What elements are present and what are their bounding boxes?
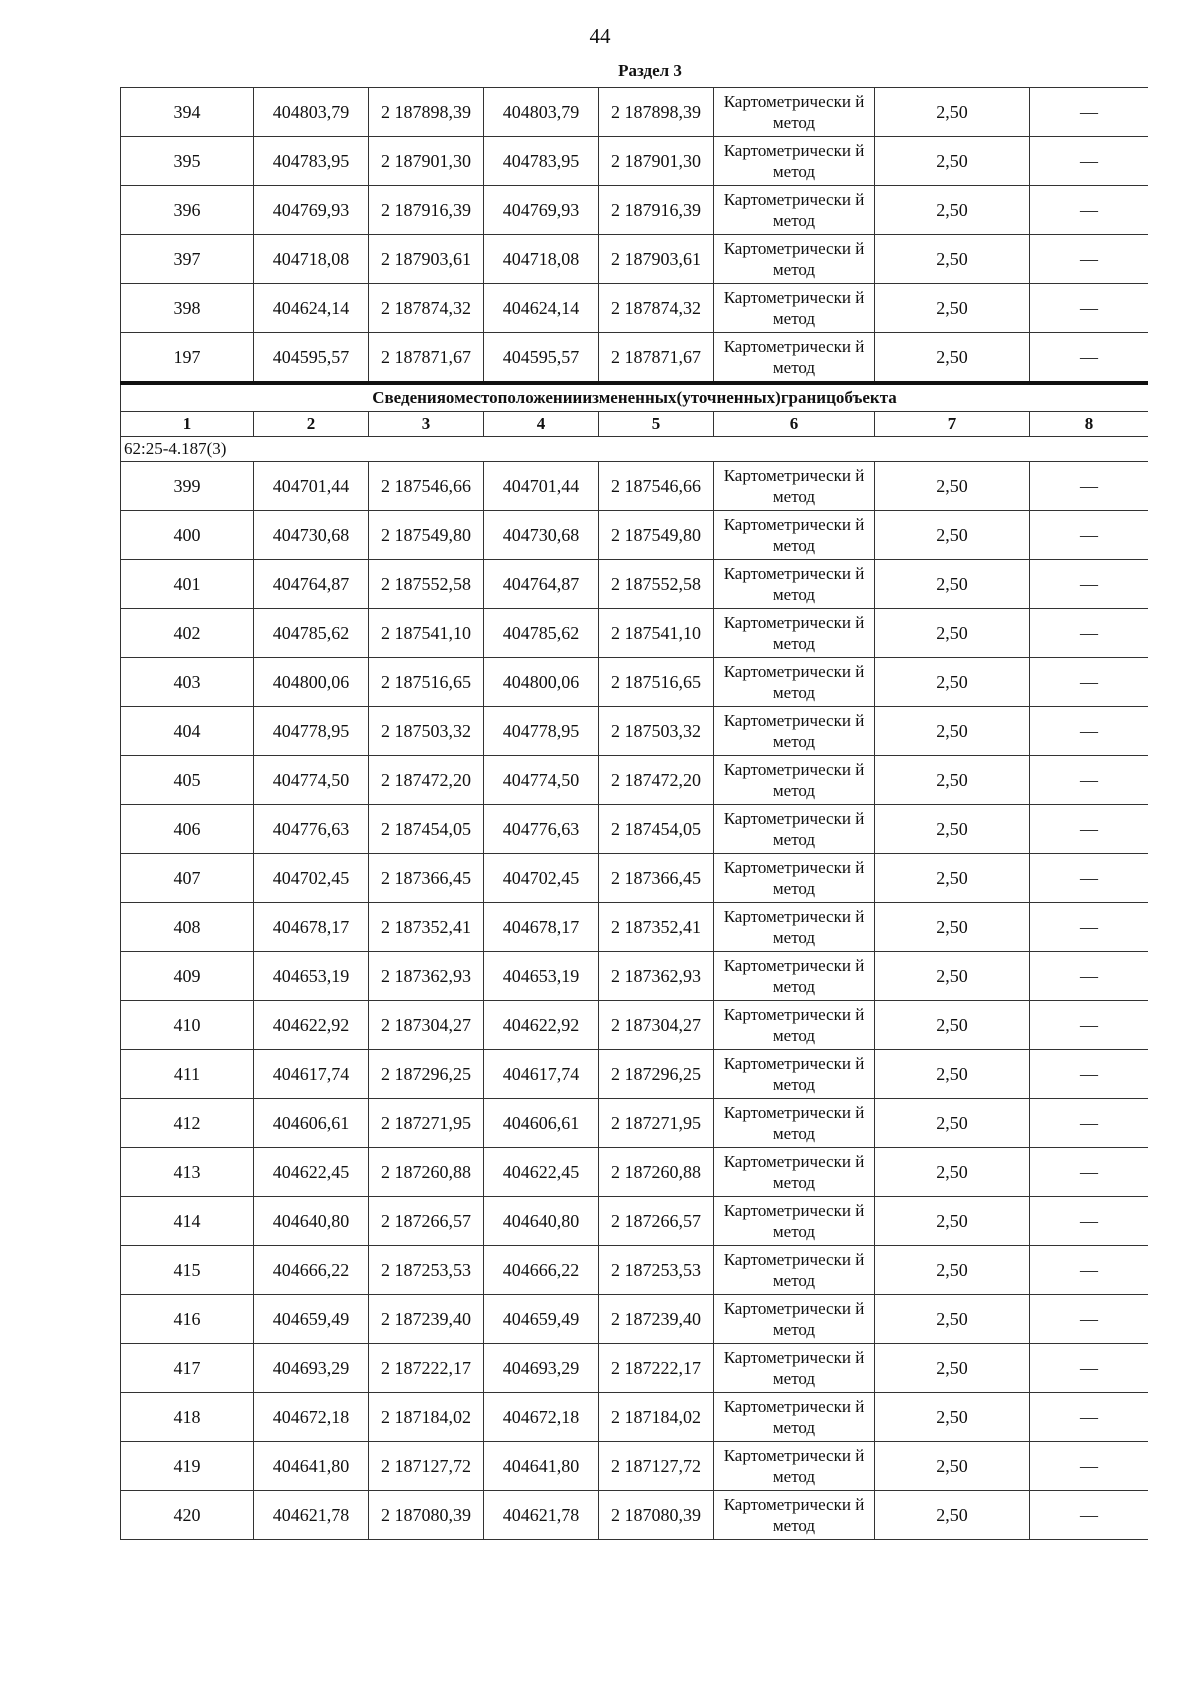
x-new-cell: 404730,68 bbox=[484, 511, 599, 560]
method-cell: Картометрически й метод bbox=[714, 658, 875, 707]
table-row bbox=[121, 1491, 1149, 1540]
point-number-cell: 397 bbox=[121, 235, 254, 284]
x-new-cell: 404641,80 bbox=[484, 1442, 599, 1491]
y-new-cell: 2 187253,53 bbox=[599, 1246, 714, 1295]
y-new-cell: 2 187239,40 bbox=[599, 1295, 714, 1344]
y-new-cell: 2 187304,27 bbox=[599, 1001, 714, 1050]
accuracy-cell: 2,50 bbox=[875, 1246, 1030, 1295]
x-existing-cell: 404678,17 bbox=[254, 903, 369, 952]
y-existing-cell: 2 187080,39 bbox=[369, 1491, 484, 1540]
description-cell: — bbox=[1030, 1001, 1149, 1050]
x-existing-cell: 404622,45 bbox=[254, 1148, 369, 1197]
x-new-cell: 404606,61 bbox=[484, 1099, 599, 1148]
point-number-cell: 406 bbox=[121, 805, 254, 854]
y-existing-cell: 2 187541,10 bbox=[369, 609, 484, 658]
table-row bbox=[121, 707, 1149, 756]
description-cell: — bbox=[1030, 756, 1149, 805]
accuracy-cell: 2,50 bbox=[875, 1148, 1030, 1197]
description-cell: — bbox=[1030, 333, 1149, 384]
table-row bbox=[121, 854, 1149, 903]
description-cell: — bbox=[1030, 609, 1149, 658]
x-existing-cell: 404701,44 bbox=[254, 462, 369, 511]
x-new-cell: 404621,78 bbox=[484, 1491, 599, 1540]
x-new-cell: 404678,17 bbox=[484, 903, 599, 952]
section-title: Раздел 3 bbox=[618, 61, 682, 80]
table-row bbox=[121, 903, 1149, 952]
table-row bbox=[121, 1442, 1149, 1491]
y-existing-cell: 2 187362,93 bbox=[369, 952, 484, 1001]
point-number-cell: 407 bbox=[121, 854, 254, 903]
accuracy-cell: 2,50 bbox=[875, 137, 1030, 186]
x-existing-cell: 404769,93 bbox=[254, 186, 369, 235]
x-new-cell: 404803,79 bbox=[484, 88, 599, 137]
point-number-cell: 415 bbox=[121, 1246, 254, 1295]
method-cell: Картометрически й метод bbox=[714, 186, 875, 235]
method-cell: Картометрически й метод bbox=[714, 756, 875, 805]
description-cell: — bbox=[1030, 1491, 1149, 1540]
method-cell: Картометрически й метод bbox=[714, 854, 875, 903]
y-new-cell: 2 187503,32 bbox=[599, 707, 714, 756]
description-cell: — bbox=[1030, 1246, 1149, 1295]
accuracy-cell: 2,50 bbox=[875, 1050, 1030, 1099]
y-existing-cell: 2 187546,66 bbox=[369, 462, 484, 511]
y-new-cell: 2 187266,57 bbox=[599, 1197, 714, 1246]
accuracy-cell: 2,50 bbox=[875, 284, 1030, 333]
method-cell: Картометрически й метод bbox=[714, 1295, 875, 1344]
method-cell: Картометрически й метод bbox=[714, 1001, 875, 1050]
y-existing-cell: 2 187260,88 bbox=[369, 1148, 484, 1197]
x-existing-cell: 404617,74 bbox=[254, 1050, 369, 1099]
point-number-cell: 420 bbox=[121, 1491, 254, 1540]
accuracy-cell: 2,50 bbox=[875, 462, 1030, 511]
x-existing-cell: 404659,49 bbox=[254, 1295, 369, 1344]
description-cell: — bbox=[1030, 137, 1149, 186]
point-number-cell: 411 bbox=[121, 1050, 254, 1099]
table-row bbox=[121, 560, 1149, 609]
point-number-cell: 404 bbox=[121, 707, 254, 756]
table-row bbox=[121, 186, 1149, 235]
x-new-cell: 404785,62 bbox=[484, 609, 599, 658]
x-new-cell: 404595,57 bbox=[484, 333, 599, 384]
column-number-cell: 4 bbox=[484, 412, 599, 437]
description-cell: — bbox=[1030, 1148, 1149, 1197]
accuracy-cell: 2,50 bbox=[875, 1197, 1030, 1246]
point-number-cell: 412 bbox=[121, 1099, 254, 1148]
y-new-cell: 2 187362,93 bbox=[599, 952, 714, 1001]
y-new-cell: 2 187260,88 bbox=[599, 1148, 714, 1197]
table-row bbox=[121, 1099, 1149, 1148]
accuracy-cell: 2,50 bbox=[875, 1442, 1030, 1491]
description-cell: — bbox=[1030, 805, 1149, 854]
table-row bbox=[121, 284, 1149, 333]
accuracy-cell: 2,50 bbox=[875, 88, 1030, 137]
x-existing-cell: 404764,87 bbox=[254, 560, 369, 609]
method-cell: Картометрически й метод bbox=[714, 1050, 875, 1099]
y-existing-cell: 2 187239,40 bbox=[369, 1295, 484, 1344]
table-row bbox=[121, 88, 1149, 137]
y-new-cell: 2 187541,10 bbox=[599, 609, 714, 658]
y-existing-cell: 2 187516,65 bbox=[369, 658, 484, 707]
accuracy-cell: 2,50 bbox=[875, 1001, 1030, 1050]
x-existing-cell: 404785,62 bbox=[254, 609, 369, 658]
y-new-cell: 2 187903,61 bbox=[599, 235, 714, 284]
accuracy-cell: 2,50 bbox=[875, 658, 1030, 707]
x-existing-cell: 404778,95 bbox=[254, 707, 369, 756]
point-number-cell: 401 bbox=[121, 560, 254, 609]
column-number-cell: 1 bbox=[121, 412, 254, 437]
point-number-cell: 402 bbox=[121, 609, 254, 658]
method-cell: Картометрически й метод bbox=[714, 1197, 875, 1246]
description-cell: — bbox=[1030, 658, 1149, 707]
x-new-cell: 404800,06 bbox=[484, 658, 599, 707]
column-number-cell: 6 bbox=[714, 412, 875, 437]
x-existing-cell: 404622,92 bbox=[254, 1001, 369, 1050]
x-existing-cell: 404640,80 bbox=[254, 1197, 369, 1246]
column-number-cell: 8 bbox=[1030, 412, 1149, 437]
method-cell: Картометрически й метод bbox=[714, 235, 875, 284]
page-number: 44 bbox=[589, 24, 611, 48]
table-row bbox=[121, 1393, 1149, 1442]
point-number-cell: 394 bbox=[121, 88, 254, 137]
description-cell: — bbox=[1030, 1050, 1149, 1099]
x-new-cell: 404774,50 bbox=[484, 756, 599, 805]
x-new-cell: 404624,14 bbox=[484, 284, 599, 333]
y-existing-cell: 2 187271,95 bbox=[369, 1099, 484, 1148]
method-cell: Картометрически й метод bbox=[714, 707, 875, 756]
point-number-cell: 197 bbox=[121, 333, 254, 384]
table-row bbox=[121, 1344, 1149, 1393]
accuracy-cell: 2,50 bbox=[875, 1344, 1030, 1393]
accuracy-cell: 2,50 bbox=[875, 952, 1030, 1001]
x-existing-cell: 404774,50 bbox=[254, 756, 369, 805]
x-existing-cell: 404641,80 bbox=[254, 1442, 369, 1491]
description-cell: — bbox=[1030, 903, 1149, 952]
accuracy-cell: 2,50 bbox=[875, 805, 1030, 854]
y-new-cell: 2 187901,30 bbox=[599, 137, 714, 186]
x-new-cell: 404701,44 bbox=[484, 462, 599, 511]
table-row bbox=[121, 511, 1149, 560]
parcel-id: 62:25-4.187(3) bbox=[121, 437, 1149, 462]
method-cell: Картометрически й метод bbox=[714, 903, 875, 952]
method-cell: Картометрически й метод bbox=[714, 609, 875, 658]
y-new-cell: 2 187871,67 bbox=[599, 333, 714, 384]
method-cell: Картометрически й метод bbox=[714, 805, 875, 854]
x-existing-cell: 404783,95 bbox=[254, 137, 369, 186]
x-existing-cell: 404800,06 bbox=[254, 658, 369, 707]
table-row bbox=[121, 462, 1149, 511]
table-body-before bbox=[121, 88, 1149, 384]
description-cell: — bbox=[1030, 186, 1149, 235]
table-row bbox=[121, 952, 1149, 1001]
x-existing-cell: 404606,61 bbox=[254, 1099, 369, 1148]
accuracy-cell: 2,50 bbox=[875, 1393, 1030, 1442]
x-new-cell: 404622,45 bbox=[484, 1148, 599, 1197]
description-cell: — bbox=[1030, 462, 1149, 511]
y-existing-cell: 2 187253,53 bbox=[369, 1246, 484, 1295]
table-row bbox=[121, 333, 1149, 384]
y-existing-cell: 2 187871,67 bbox=[369, 333, 484, 384]
y-existing-cell: 2 187472,20 bbox=[369, 756, 484, 805]
accuracy-cell: 2,50 bbox=[875, 756, 1030, 805]
table-row bbox=[121, 235, 1149, 284]
method-cell: Картометрически й метод bbox=[714, 1099, 875, 1148]
x-new-cell: 404769,93 bbox=[484, 186, 599, 235]
x-new-cell: 404666,22 bbox=[484, 1246, 599, 1295]
table-section-heading bbox=[121, 383, 1149, 462]
x-existing-cell: 404803,79 bbox=[254, 88, 369, 137]
point-number-cell: 410 bbox=[121, 1001, 254, 1050]
description-cell: — bbox=[1030, 235, 1149, 284]
y-new-cell: 2 187366,45 bbox=[599, 854, 714, 903]
accuracy-cell: 2,50 bbox=[875, 333, 1030, 384]
method-cell: Картометрически й метод bbox=[714, 462, 875, 511]
x-new-cell: 404653,19 bbox=[484, 952, 599, 1001]
table-row bbox=[121, 805, 1149, 854]
x-existing-cell: 404595,57 bbox=[254, 333, 369, 384]
y-existing-cell: 2 187898,39 bbox=[369, 88, 484, 137]
column-number-cell: 3 bbox=[369, 412, 484, 437]
description-cell: — bbox=[1030, 952, 1149, 1001]
method-cell: Картометрически й метод bbox=[714, 1148, 875, 1197]
description-cell: — bbox=[1030, 1197, 1149, 1246]
table-row bbox=[121, 1197, 1149, 1246]
y-existing-cell: 2 187903,61 bbox=[369, 235, 484, 284]
table-body-after bbox=[121, 462, 1149, 1540]
y-existing-cell: 2 187352,41 bbox=[369, 903, 484, 952]
x-existing-cell: 404672,18 bbox=[254, 1393, 369, 1442]
point-number-cell: 400 bbox=[121, 511, 254, 560]
table-row bbox=[121, 1295, 1149, 1344]
method-cell: Картометрически й метод bbox=[714, 1246, 875, 1295]
section-heading: Сведенияоместоположенииизмененных(уточненных)границобъекта bbox=[121, 383, 1149, 412]
table-row bbox=[121, 137, 1149, 186]
x-new-cell: 404617,74 bbox=[484, 1050, 599, 1099]
description-cell: — bbox=[1030, 1393, 1149, 1442]
method-cell: Картометрически й метод bbox=[714, 284, 875, 333]
x-new-cell: 404776,63 bbox=[484, 805, 599, 854]
boundary-points-table bbox=[120, 87, 1148, 1540]
x-new-cell: 404693,29 bbox=[484, 1344, 599, 1393]
method-cell: Картометрически й метод bbox=[714, 1393, 875, 1442]
y-new-cell: 2 187184,02 bbox=[599, 1393, 714, 1442]
x-new-cell: 404640,80 bbox=[484, 1197, 599, 1246]
point-number-cell: 414 bbox=[121, 1197, 254, 1246]
y-existing-cell: 2 187296,25 bbox=[369, 1050, 484, 1099]
y-new-cell: 2 187454,05 bbox=[599, 805, 714, 854]
accuracy-cell: 2,50 bbox=[875, 1099, 1030, 1148]
column-numbers-row bbox=[121, 412, 1149, 437]
method-cell: Картометрически й метод bbox=[714, 333, 875, 384]
y-new-cell: 2 187516,65 bbox=[599, 658, 714, 707]
accuracy-cell: 2,50 bbox=[875, 1295, 1030, 1344]
y-existing-cell: 2 187916,39 bbox=[369, 186, 484, 235]
x-existing-cell: 404621,78 bbox=[254, 1491, 369, 1540]
y-new-cell: 2 187222,17 bbox=[599, 1344, 714, 1393]
x-new-cell: 404702,45 bbox=[484, 854, 599, 903]
description-cell: — bbox=[1030, 511, 1149, 560]
y-existing-cell: 2 187304,27 bbox=[369, 1001, 484, 1050]
method-cell: Картометрически й метод bbox=[714, 88, 875, 137]
description-cell: — bbox=[1030, 1099, 1149, 1148]
y-existing-cell: 2 187222,17 bbox=[369, 1344, 484, 1393]
boundary-points-table-container bbox=[120, 87, 1148, 1595]
x-new-cell: 404778,95 bbox=[484, 707, 599, 756]
method-cell: Картометрически й метод bbox=[714, 511, 875, 560]
table-row bbox=[121, 1246, 1149, 1295]
y-new-cell: 2 187898,39 bbox=[599, 88, 714, 137]
accuracy-cell: 2,50 bbox=[875, 707, 1030, 756]
y-existing-cell: 2 187266,57 bbox=[369, 1197, 484, 1246]
accuracy-cell: 2,50 bbox=[875, 1491, 1030, 1540]
x-existing-cell: 404666,22 bbox=[254, 1246, 369, 1295]
y-existing-cell: 2 187901,30 bbox=[369, 137, 484, 186]
table-row bbox=[121, 1050, 1149, 1099]
y-existing-cell: 2 187503,32 bbox=[369, 707, 484, 756]
y-new-cell: 2 187127,72 bbox=[599, 1442, 714, 1491]
table-row bbox=[121, 609, 1149, 658]
accuracy-cell: 2,50 bbox=[875, 235, 1030, 284]
x-existing-cell: 404653,19 bbox=[254, 952, 369, 1001]
table-row bbox=[121, 1001, 1149, 1050]
y-new-cell: 2 187080,39 bbox=[599, 1491, 714, 1540]
point-number-cell: 403 bbox=[121, 658, 254, 707]
description-cell: — bbox=[1030, 284, 1149, 333]
y-existing-cell: 2 187549,80 bbox=[369, 511, 484, 560]
x-existing-cell: 404730,68 bbox=[254, 511, 369, 560]
description-cell: — bbox=[1030, 707, 1149, 756]
y-existing-cell: 2 187366,45 bbox=[369, 854, 484, 903]
x-new-cell: 404783,95 bbox=[484, 137, 599, 186]
y-new-cell: 2 187916,39 bbox=[599, 186, 714, 235]
accuracy-cell: 2,50 bbox=[875, 186, 1030, 235]
method-cell: Картометрически й метод bbox=[714, 1491, 875, 1540]
column-number-cell: 2 bbox=[254, 412, 369, 437]
description-cell: — bbox=[1030, 560, 1149, 609]
x-new-cell: 404622,92 bbox=[484, 1001, 599, 1050]
method-cell: Картометрически й метод bbox=[714, 1344, 875, 1393]
y-existing-cell: 2 187184,02 bbox=[369, 1393, 484, 1442]
description-cell: — bbox=[1030, 1442, 1149, 1491]
table-row bbox=[121, 756, 1149, 805]
y-new-cell: 2 187352,41 bbox=[599, 903, 714, 952]
y-new-cell: 2 187296,25 bbox=[599, 1050, 714, 1099]
point-number-cell: 419 bbox=[121, 1442, 254, 1491]
point-number-cell: 418 bbox=[121, 1393, 254, 1442]
x-new-cell: 404659,49 bbox=[484, 1295, 599, 1344]
method-cell: Картометрически й метод bbox=[714, 560, 875, 609]
method-cell: Картометрически й метод bbox=[714, 1442, 875, 1491]
y-new-cell: 2 187549,80 bbox=[599, 511, 714, 560]
y-new-cell: 2 187271,95 bbox=[599, 1099, 714, 1148]
x-existing-cell: 404624,14 bbox=[254, 284, 369, 333]
method-cell: Картометрически й метод bbox=[714, 952, 875, 1001]
x-existing-cell: 404776,63 bbox=[254, 805, 369, 854]
accuracy-cell: 2,50 bbox=[875, 511, 1030, 560]
point-number-cell: 395 bbox=[121, 137, 254, 186]
accuracy-cell: 2,50 bbox=[875, 609, 1030, 658]
point-number-cell: 405 bbox=[121, 756, 254, 805]
table-row bbox=[121, 1148, 1149, 1197]
x-existing-cell: 404718,08 bbox=[254, 235, 369, 284]
method-cell: Картометрически й метод bbox=[714, 137, 875, 186]
column-number-cell: 5 bbox=[599, 412, 714, 437]
x-new-cell: 404764,87 bbox=[484, 560, 599, 609]
x-existing-cell: 404693,29 bbox=[254, 1344, 369, 1393]
point-number-cell: 417 bbox=[121, 1344, 254, 1393]
y-existing-cell: 2 187552,58 bbox=[369, 560, 484, 609]
y-new-cell: 2 187874,32 bbox=[599, 284, 714, 333]
y-existing-cell: 2 187874,32 bbox=[369, 284, 484, 333]
table-row bbox=[121, 658, 1149, 707]
y-existing-cell: 2 187454,05 bbox=[369, 805, 484, 854]
description-cell: — bbox=[1030, 1295, 1149, 1344]
y-new-cell: 2 187552,58 bbox=[599, 560, 714, 609]
point-number-cell: 399 bbox=[121, 462, 254, 511]
y-new-cell: 2 187546,66 bbox=[599, 462, 714, 511]
point-number-cell: 398 bbox=[121, 284, 254, 333]
accuracy-cell: 2,50 bbox=[875, 854, 1030, 903]
column-number-cell: 7 bbox=[875, 412, 1030, 437]
point-number-cell: 413 bbox=[121, 1148, 254, 1197]
description-cell: — bbox=[1030, 1344, 1149, 1393]
point-number-cell: 416 bbox=[121, 1295, 254, 1344]
x-existing-cell: 404702,45 bbox=[254, 854, 369, 903]
point-number-cell: 408 bbox=[121, 903, 254, 952]
description-cell: — bbox=[1030, 88, 1149, 137]
accuracy-cell: 2,50 bbox=[875, 903, 1030, 952]
y-existing-cell: 2 187127,72 bbox=[369, 1442, 484, 1491]
x-new-cell: 404672,18 bbox=[484, 1393, 599, 1442]
y-new-cell: 2 187472,20 bbox=[599, 756, 714, 805]
x-new-cell: 404718,08 bbox=[484, 235, 599, 284]
description-cell: — bbox=[1030, 854, 1149, 903]
accuracy-cell: 2,50 bbox=[875, 560, 1030, 609]
point-number-cell: 409 bbox=[121, 952, 254, 1001]
point-number-cell: 396 bbox=[121, 186, 254, 235]
